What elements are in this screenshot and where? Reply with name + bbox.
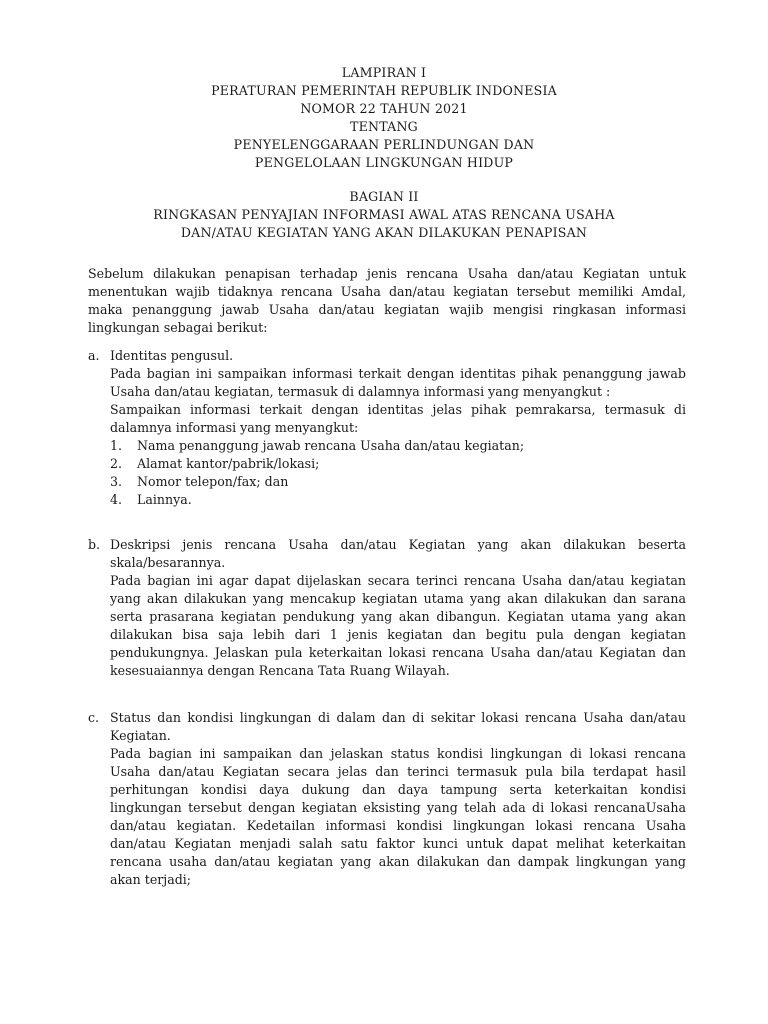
header-regulation: PERATURAN PEMERINTAH REPUBLIK INDONESIA xyxy=(211,83,557,98)
header-topic-line2: PENGELOLAAN LINGKUNGAN HIDUP xyxy=(254,155,514,170)
list-item-number: 1. xyxy=(110,438,123,453)
section-c-para1: Pada bagian ini sampaikan dan jelaskan status kondisi lingkungan di lokasi rencana Usaha dan/atau Kegiatan secara jelas dan terinci termasuk pula bila terdapat hasil perhitungan kondisi daya dukung dan daya tampung serta keterkaitan kondisi lingkungan tersebut dengan kegiatan eksisting yang telah ada di lokasi rencanaUsaha dan/atau kegiatan. Kedetailan informasi kondisi lingkungan lokasi rencana Usaha dan/atau Kegiatan menjadi salah satu faktor kunci untuk dapat melihat keterkaitan rencana usaha dan/atau kegiatan yang akan dilakukan dan dampak lingkungan yang akan terjadi; xyxy=(110,746,686,887)
part-subtitle-line2: DAN/ATAU KEGIATAN YANG AKAN DILAKUKAN PENAPISAN xyxy=(180,225,588,240)
list-item xyxy=(110,491,686,509)
section-c xyxy=(88,709,686,889)
list-item-number: 3. xyxy=(110,474,123,489)
section-a xyxy=(88,347,686,509)
section-b-marker: b. xyxy=(88,537,101,552)
section-a-marker: a. xyxy=(88,348,100,363)
list-item xyxy=(110,455,686,473)
list-item-number: 2. xyxy=(110,456,123,471)
intro-paragraph: Sebelum dilakukan penapisan terhadap jenis rencana Usaha dan/atau Kegiatan untuk menentukan wajib tidaknya rencana Usaha dan/atau kegiatan tersebut memiliki Amdal, maka penanggung jawab Usaha dan/atau kegiatan wajib mengisi ringkasan informasi lingkungan sebagai berikut: xyxy=(88,266,686,335)
part-title: BAGIAN II xyxy=(349,189,419,204)
section-a-title: Identitas pengusul. xyxy=(110,348,234,363)
list-item xyxy=(110,473,686,491)
document-header xyxy=(0,64,768,242)
list-item-text: Nama penanggung jawab rencana Usaha dan/atau kegiatan; xyxy=(137,438,525,453)
part-subtitle-line1: RINGKASAN PENYAJIAN INFORMASI AWAL ATAS RENCANA USAHA xyxy=(153,207,615,222)
list-item-text: Alamat kantor/pabrik/lokasi; xyxy=(137,456,320,471)
section-c-marker: c. xyxy=(88,710,100,725)
section-b-title: Deskripsi jenis rencana Usaha dan/atau Kegiatan yang akan dilakukan beserta skala/besarannya. xyxy=(110,537,686,570)
section-a-list xyxy=(110,437,686,509)
header-topic-line1: PENYELENGGARAAN PERLINDUNGAN DAN xyxy=(233,137,535,152)
section-c-title: Status dan kondisi lingkungan di dalam dan di sekitar lokasi rencana Usaha dan/atau Kegiatan. xyxy=(110,710,686,743)
list-item-text: Nomor telepon/fax; dan xyxy=(137,474,289,489)
header-lampiran: LAMPIRAN I xyxy=(341,65,427,80)
section-b-para1: Pada bagian ini agar dapat dijelaskan secara terinci rencana Usaha dan/atau kegiatan yang akan dilakukan yang mencakup kegiatan utama yang akan dilakukan dan sarana serta prasarana kegiatan pendukung yang akan dibangun. Kegiatan utama yang akan dilakukan bisa saja lebih dari 1 jenis kegiatan dan begitu pula dengan kegiatan pendukungnya. Jelaskan pula keterkaitan lokasi rencana Usaha dan/atau Kegiatan dan kesesuaiannya dengan Rencana Tata Ruang Wilayah. xyxy=(110,573,686,678)
section-a-para2: Sampaikan informasi terkait dengan identitas jelas pihak pemrakarsa, termasuk di dalamnya informasi yang menyangkut: xyxy=(110,402,686,435)
header-tentang: TENTANG xyxy=(350,119,418,134)
section-b xyxy=(88,536,686,680)
list-item xyxy=(110,437,686,455)
section-a-para1: Pada bagian ini sampaikan informasi terkait dengan identitas pihak penanggung jawab Usaha dan/atau kegiatan, termasuk di dalamnya informasi yang menyangkut : xyxy=(110,366,686,399)
header-number: NOMOR 22 TAHUN 2021 xyxy=(300,101,468,116)
list-item-number: 4. xyxy=(110,492,123,507)
list-item-text: Lainnya. xyxy=(137,492,192,507)
